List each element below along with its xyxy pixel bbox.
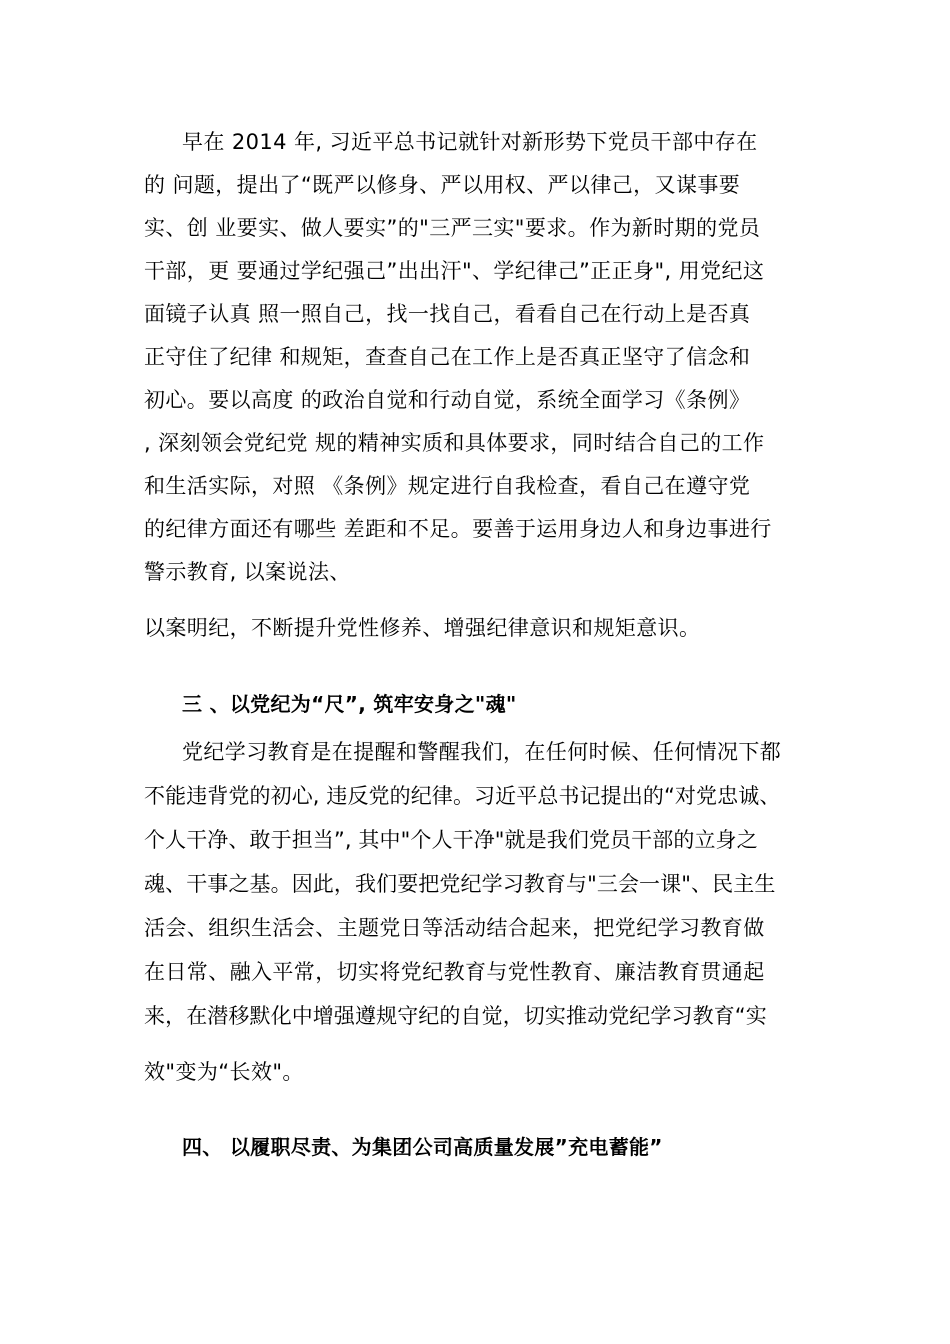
- section-heading-3: 三 、以党纪为“尺”, 筑牢安身之"魂": [182, 692, 517, 716]
- paragraph-line: 在日常、融入平常，切实将党纪教育与党性教育、廉洁教育贯通起: [144, 960, 765, 984]
- paragraph-line: 不能违背党的初心, 违反党的纪律。习近平总书记提出的“对党忠诚、: [144, 784, 781, 808]
- paragraph-line: 以案明纪，不断提升党性修养、增强纪律意识和规矩意识。: [144, 616, 701, 640]
- paragraph-line: 和生活实际，对照 《条例》规定进行自我检查，看自己在遵守党: [144, 474, 751, 498]
- paragraph-line: 正守住了纪律 和规矩，查查自己在工作上是否真正坚守了信念和: [144, 345, 751, 369]
- paragraph-line: 党纪学习教育是在提醒和警醒我们，在任何时候、任何情况下都: [182, 740, 782, 764]
- paragraph-line: 个人干净、敢于担当”, 其中"个人干净"就是我们党员干部的立身之: [144, 828, 758, 852]
- paragraph-line: 面镜子认真 照一照自己，找一找自己，看看自己在行动上是否真: [144, 302, 751, 326]
- paragraph-line: 活会、组织生活会、主题党日等活动结合起来，把党纪学习教育做: [144, 916, 765, 940]
- paragraph-line: 的纪律方面还有哪些 差距和不足。要善于运用身边人和身边事进行: [144, 517, 772, 541]
- paragraph-line: 初心。要以高度 的政治自觉和行动自觉，系统全面学习《条例》: [144, 388, 751, 412]
- section-heading-4: 四、 以履职尽责、为集团公司高质量发展”充电蓄能”: [182, 1135, 663, 1159]
- paragraph-line: 早在 2014 年, 习近平总书记就针对新形势下党员干部中存在: [182, 130, 758, 154]
- paragraph-line: , 深刻领会党纪党 规的精神实质和具体要求，同时结合自己的工作: [144, 431, 765, 455]
- paragraph-line: 来，在潜移默化中增强遵规守纪的自觉，切实推动党纪学习教育“实: [144, 1004, 767, 1028]
- paragraph-line: 警示教育, 以案说法、: [144, 560, 351, 584]
- paragraph-line: 魂、干事之基。因此，我们要把党纪学习教育与"三会一课"、民主生: [144, 872, 776, 896]
- paragraph-line: 效"变为“长效"。: [144, 1060, 304, 1084]
- paragraph-line: 实、创 业要实、做人要实”的"三严三实"要求。作为新时期的党员: [144, 216, 761, 240]
- paragraph-line: 的 问题，提出了“既严以修身、严以用权、严以律己，又谋事要: [144, 173, 741, 197]
- paragraph-line: 干部，更 要通过学纪强己”出出汗"、学纪律己”正正身", 用党纪这: [144, 259, 765, 283]
